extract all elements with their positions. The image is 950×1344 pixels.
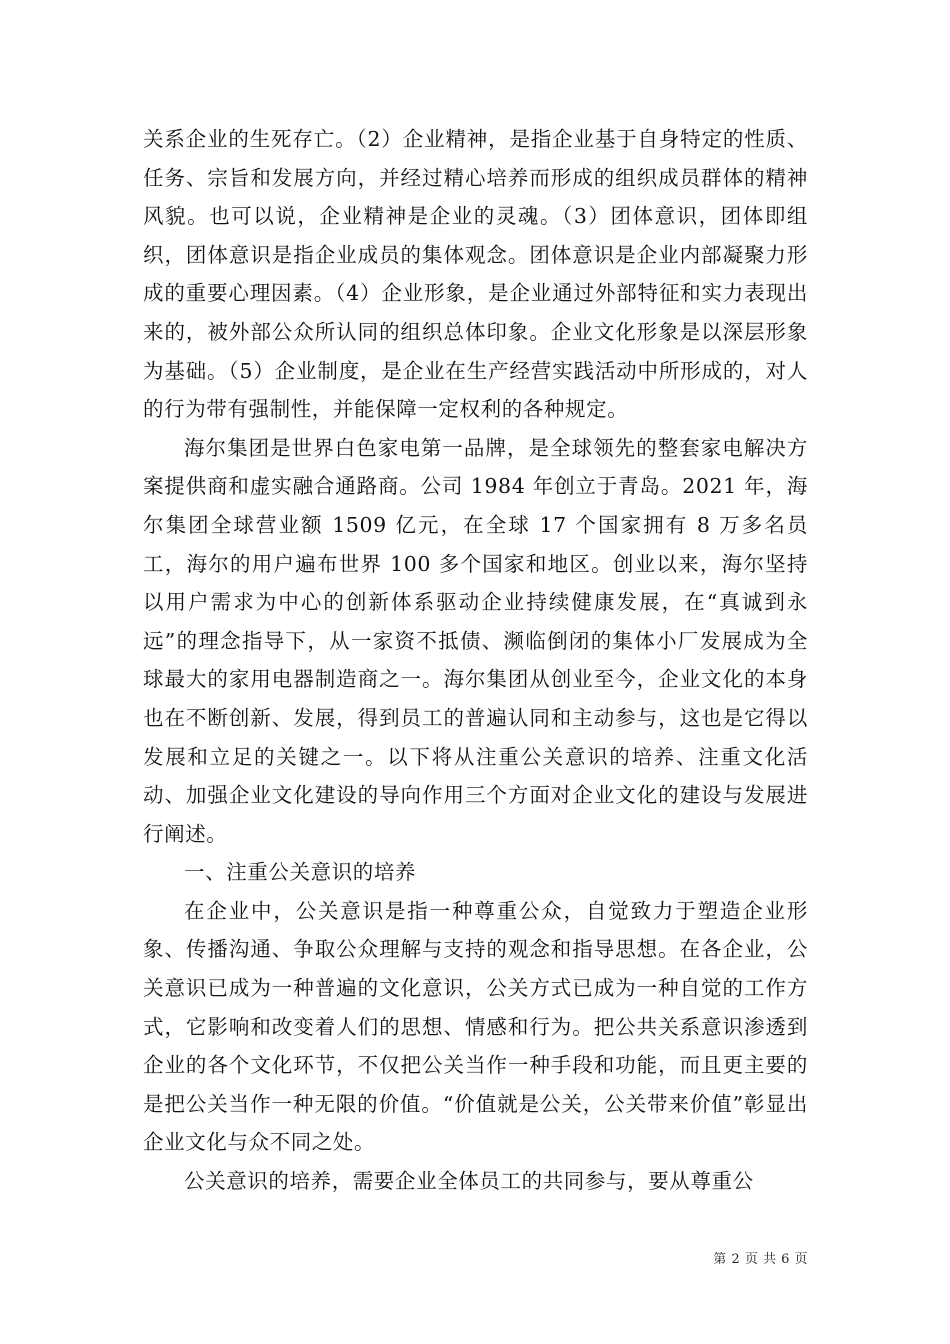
paragraph-3: 在企业中，公关意识是指一种尊重公众，自觉致力于塑造企业形象、传播沟通、争取公众理解与支持的观念和指导思想。在各企业，公关意识已成为一种普遍的文化意识，公关方式已成为一种自觉的工作方式，它影响和改变着人们的思想、情感和行为。把公共关系意识渗透到企业的各个文化环节，不仅把公关当作一种手段和功能，而且更主要的是把公关当作一种无限的价值。“价值就是公关，公关带来价值”彰显出企业文化与众不同之处。 [143, 898, 808, 1155]
page-number-footer: 第 2 页 共 6 页 [713, 1252, 808, 1267]
paragraph-2: 海尔集团是世界白色家电第一品牌，是全球领先的整套家电解决方案提供商和虚实融合通路商。公司 1984 年创立于青岛。2021 年，海尔集团全球营业额 1509 亿元，在全球 17 个国家拥有 8 万多名员工，海尔的用户遍布世界 100 多个国家和地区。创业以来，海尔坚持以用户需求为中心的创新体系驱动企业持续健康发展，在“真诚到永远”的理念指导下，从一家资不抵债、濒临倒闭的集体小厂发展成为全球最大的家用电器制造商之一。海尔集团从创业至今，企业文化的本身也在不断创新、发展，得到员工的普遍认同和主动参与，这也是它得以发展和立足的关键之一。以下将从注重公关意识的培养、注重文化活动、加强企业文化建设的导向作用三个方面对企业文化的建设与发展进行阐述。 [143, 435, 808, 846]
section-heading: 一、注重公关意识的培养 [184, 860, 417, 885]
paragraph-4: 公关意识的培养，需要企业全体员工的共同参与，要从尊重公 [184, 1169, 754, 1194]
document-body [143, 120, 808, 1201]
paragraph-1: 关系企业的生死存亡。（2）企业精神，是指企业基于自身特定的性质、任务、宗旨和发展方向，并经过精心培养而形成的组织成员群体的精神风貌。也可以说，企业精神是企业的灵魂。（3）团体意识，团体即组织，团体意识是指企业成员的集体观念。团体意识是企业内部凝聚力形成的重要心理因素。（4）企业形象，是企业通过外部特征和实力表现出来的，被外部公众所认同的组织总体印象。企业文化形象是以深层形象为基础。（5）企业制度，是企业在生产经营实践活动中所形成的，对人的行为带有强制性，并能保障一定权利的各种规定。 [143, 127, 808, 422]
